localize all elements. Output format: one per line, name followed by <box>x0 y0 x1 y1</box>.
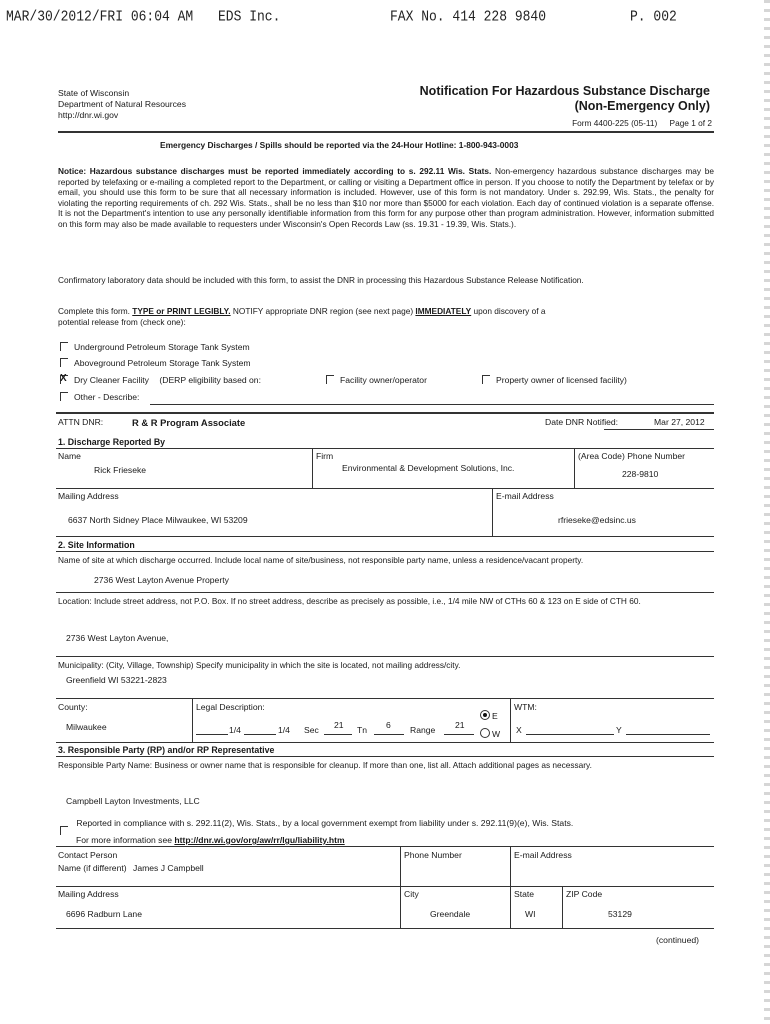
facility-owner-checkbox[interactable] <box>326 375 334 384</box>
compliance-checkbox[interactable] <box>60 826 68 835</box>
s2-rule-3 <box>56 698 714 699</box>
property-owner-label: Property owner of licensed facility) <box>496 375 627 385</box>
property-owner-checkbox[interactable] <box>482 375 490 384</box>
s2-rule-1 <box>56 592 714 593</box>
s2-rule-2 <box>56 656 714 657</box>
tn-label: Tn <box>357 725 368 735</box>
range-value[interactable]: 21 <box>455 720 465 730</box>
s3-contact-label: Contact Person <box>58 850 118 860</box>
fax-page: P. 002 <box>630 8 677 26</box>
ust-label: Underground Petroleum Storage Tank System <box>74 342 250 352</box>
agency-dept: Department of Natural Resources <box>58 99 187 109</box>
title-main: Notification For Hazardous Substance Discharge <box>419 84 710 98</box>
compliance-text: Reported in compliance with s. 292.11(2), Wis. Stats., by a local government exempt from liability under s. 292.11(9)(e), Wis. Stats. <box>76 818 574 828</box>
liability-link[interactable]: http://dnr.wi.gov/org/aw/rr/lgu/liability.htm <box>174 835 345 845</box>
option-other[interactable] <box>60 392 139 403</box>
agency-block <box>58 88 186 121</box>
s3-divider-3 <box>562 886 563 928</box>
hotline-notice: Emergency Discharges / Spills should be reported via the 24-Hour Hotline: 1-800-943-0003 <box>160 140 519 150</box>
option-ast[interactable] <box>60 358 251 369</box>
tn-line <box>374 734 404 735</box>
s2-muni-desc: Municipality: (City, Village, Township) Specify municipality in which the site is located, not mailing address/city. <box>58 660 461 670</box>
radio-east[interactable] <box>480 710 498 722</box>
radio-west-dot[interactable] <box>480 728 490 738</box>
q2-label: 1/4 <box>278 725 290 735</box>
form-title <box>420 84 710 114</box>
s3-zip-value[interactable]: 53129 <box>608 909 632 919</box>
s3-contact-row <box>58 863 204 874</box>
title-sub: (Non-Emergency Only) <box>574 99 710 113</box>
agency-url: http://dnr.wi.gov <box>58 110 119 120</box>
radio-east-dot[interactable] <box>480 710 490 720</box>
s2-name-desc: Name of site at which discharge occurred. Include local name of site/business, not responsible party name, unless a residence/vacant property. <box>58 555 584 565</box>
s3-name-desc: Responsible Party Name: Business or owner name that is responsible for cleanup. If more than one, list all. Attach additional pages as necessary. <box>58 760 592 770</box>
s3-city-value[interactable]: Greendale <box>430 909 471 919</box>
agency-state: State of Wisconsin <box>58 88 130 98</box>
s1-divider-3 <box>492 488 493 536</box>
attn-label: ATTN DNR: <box>58 417 104 427</box>
s2-divider-1 <box>192 698 193 742</box>
option-ust[interactable] <box>60 342 250 353</box>
s1-email-value[interactable]: rfrieseke@edsinc.us <box>558 515 636 525</box>
form-number <box>572 118 712 128</box>
s1-mail-label: Mailing Address <box>58 491 119 501</box>
s3-mail-value[interactable]: 6696 Radburn Lane <box>66 909 142 919</box>
instructions <box>58 306 714 327</box>
s2-name-value[interactable]: 2736 West Layton Avenue Property <box>94 575 229 585</box>
wtm-y-line <box>626 734 710 735</box>
notice-lead: Notice: Hazardous substance discharges must be reported immediately according to s. 292.11 Wis. Stats. <box>58 166 492 176</box>
wtm-label: WTM: <box>514 702 537 712</box>
s3-state-label: State <box>514 889 535 899</box>
s2-county-value[interactable]: Milwaukee <box>66 722 107 732</box>
s3-compliance[interactable] <box>60 818 710 846</box>
s1-mail-value[interactable]: 6637 North Sidney Place Milwaukee, WI 53209 <box>68 515 248 525</box>
s2-legal-label: Legal Description: <box>196 702 265 712</box>
scan-edge-artifact <box>764 0 770 1024</box>
s1-divider-2 <box>574 448 575 488</box>
continued-note: (continued) <box>656 935 699 945</box>
fax-company: EDS Inc. <box>218 8 281 26</box>
s2-location-value[interactable]: 2736 West Layton Avenue, <box>66 633 169 643</box>
attn-top-rule <box>56 412 714 414</box>
ast-label: Aboveground Petroleum Storage Tank System <box>74 358 251 368</box>
range-line <box>444 734 474 735</box>
date-line <box>604 429 714 430</box>
fax-number: FAX No. 414 228 9840 <box>390 8 547 26</box>
instr-notify: NOTIFY appropriate DNR region (see next page) <box>232 306 414 316</box>
notice-body: Non-emergency hazardous substance discharges may be reported by telefaxing or e-mailing a completed report to the Department, or calling or visiting a Department office in person. If you choose to notify the Department by telefax or by email, you should use this form to be sure that all necessary information is included. However, use of this form is not mandatory. Under s. 292.99, Wis. Stats., the penalty for violating the reporting requirements of ch. 292 Wis. Stats., shall be no less than $10 nor more than $5000 for each violation. Each day of continued violation is a separate offense. It is not the Department's intention to use any personally identifiable information from this form for any purpose other than program administration. However, information submitted on this form may also be made available to requesters under Wisconsin's Open Records Law (ss. 19.31 - 19.39, Wis. Stats.). <box>58 166 714 229</box>
form-page: Page 1 of 2 <box>669 118 712 128</box>
s1-divider-1 <box>312 448 313 488</box>
wtm-y-label: Y <box>616 725 622 735</box>
s3-zip-label: ZIP Code <box>566 889 603 899</box>
section3-title: 3. Responsible Party (RP) and/or RP Representative <box>58 745 275 755</box>
s1-email-label: E-mail Address <box>496 491 554 501</box>
tn-value[interactable]: 6 <box>386 720 391 730</box>
q1-line <box>196 734 228 735</box>
sec-label: Sec <box>304 725 319 735</box>
ust-checkbox[interactable] <box>60 342 68 351</box>
instr-upon: upon discovery of a <box>473 306 546 316</box>
section3-rule <box>56 756 714 757</box>
s3-rule-2 <box>56 886 714 887</box>
s1-firm-value[interactable]: Environmental & Development Solutions, Inc. <box>342 463 515 473</box>
instr-type-print: TYPE or PRINT LEGIBLY. <box>132 306 231 316</box>
date-notified-value[interactable]: Mar 27, 2012 <box>654 417 705 427</box>
s2-divider-2 <box>510 698 511 742</box>
ast-checkbox[interactable] <box>60 358 68 367</box>
s3-divider-2 <box>510 846 511 928</box>
s3-state-value[interactable]: WI <box>525 909 536 919</box>
range-label: Range <box>410 725 436 735</box>
other-checkbox[interactable] <box>60 392 68 401</box>
confirmatory-note: Confirmatory laboratory data should be included with this form, to assist the DNR in processing this Hazardous Substance Release Notification. <box>58 275 584 285</box>
radio-west-label: W <box>492 729 501 739</box>
s3-email-label: E-mail Address <box>514 850 572 860</box>
s1-name-label: Name <box>58 451 81 461</box>
option-dry-cleaner[interactable] <box>60 375 261 386</box>
wtm-x-line <box>526 734 614 735</box>
s3-mail-label: Mailing Address <box>58 889 119 899</box>
sec-value[interactable]: 21 <box>334 720 344 730</box>
date-notified-label: Date DNR Notified: <box>545 417 619 427</box>
q1-label: 1/4 <box>229 725 241 735</box>
form-id: Form 4400-225 (05-11) <box>572 118 658 128</box>
s1-bottom-rule <box>56 536 714 537</box>
header-divider <box>58 131 714 133</box>
s2-muni-value[interactable]: Greenfield WI 53221-2823 <box>66 675 167 685</box>
instr-complete: Complete this form. <box>58 306 130 316</box>
s2-county-label: County: <box>58 702 88 712</box>
section2-title: 2. Site Information <box>58 540 135 550</box>
s2-bottom-rule <box>56 742 714 743</box>
s3-name-value[interactable]: Campbell Layton Investments, LLC <box>66 796 200 806</box>
s1-phone-label: (Area Code) Phone Number <box>578 451 685 461</box>
s1-name-value[interactable]: Rick Frieseke <box>94 465 147 475</box>
s1-row-rule <box>56 488 714 489</box>
dry-cleaner-label: Dry Cleaner Facility <box>74 375 149 385</box>
s3-contact-value[interactable]: James J Campbell <box>133 863 204 873</box>
sec-line <box>324 734 352 735</box>
q2-line <box>244 734 276 735</box>
dry-cleaner-checkbox[interactable] <box>60 375 68 384</box>
other-describe-line <box>150 404 714 405</box>
section1-rule <box>56 448 714 449</box>
derp-label: (DERP eligibility based on: <box>159 375 261 385</box>
s3-bottom-rule <box>56 928 714 929</box>
wtm-x-label: X <box>516 725 522 735</box>
s3-rule-1 <box>56 846 714 847</box>
s3-divider-1 <box>400 846 401 928</box>
s2-location-desc: Location: Include street address, not P.O. Box. If no street address, describe as precisely as possible, i.e., 1/4 mile NW of CTHs 60 & 123 on E side of CTH 60. <box>58 596 641 606</box>
section1-title: 1. Discharge Reported By <box>58 437 166 447</box>
other-label: Other - Describe: <box>74 392 140 402</box>
instr-immediately: IMMEDIATELY <box>415 306 472 316</box>
fax-datetime: MAR/30/2012/FRI 06:04 AM <box>6 8 194 26</box>
s3-phone-label: Phone Number <box>404 850 462 860</box>
facility-owner-label: Facility owner/operator <box>340 375 427 385</box>
radio-east-label: E <box>492 711 498 721</box>
option-property-owner[interactable] <box>482 375 627 386</box>
s1-firm-label: Firm <box>316 451 334 461</box>
section2-rule <box>56 551 714 552</box>
s3-city-label: City <box>404 889 419 899</box>
radio-west[interactable] <box>480 728 500 740</box>
s1-phone-value[interactable]: 228-9810 <box>622 469 659 479</box>
instr-check-one: potential release from (check one): <box>58 316 186 327</box>
s3-contact-sub: Name (if different) <box>58 863 127 873</box>
notice-paragraph <box>58 166 714 230</box>
attn-value[interactable]: R & R Program Associate <box>132 417 246 428</box>
more-info-label: For more information see <box>76 835 172 845</box>
option-facility-owner[interactable] <box>326 375 427 386</box>
